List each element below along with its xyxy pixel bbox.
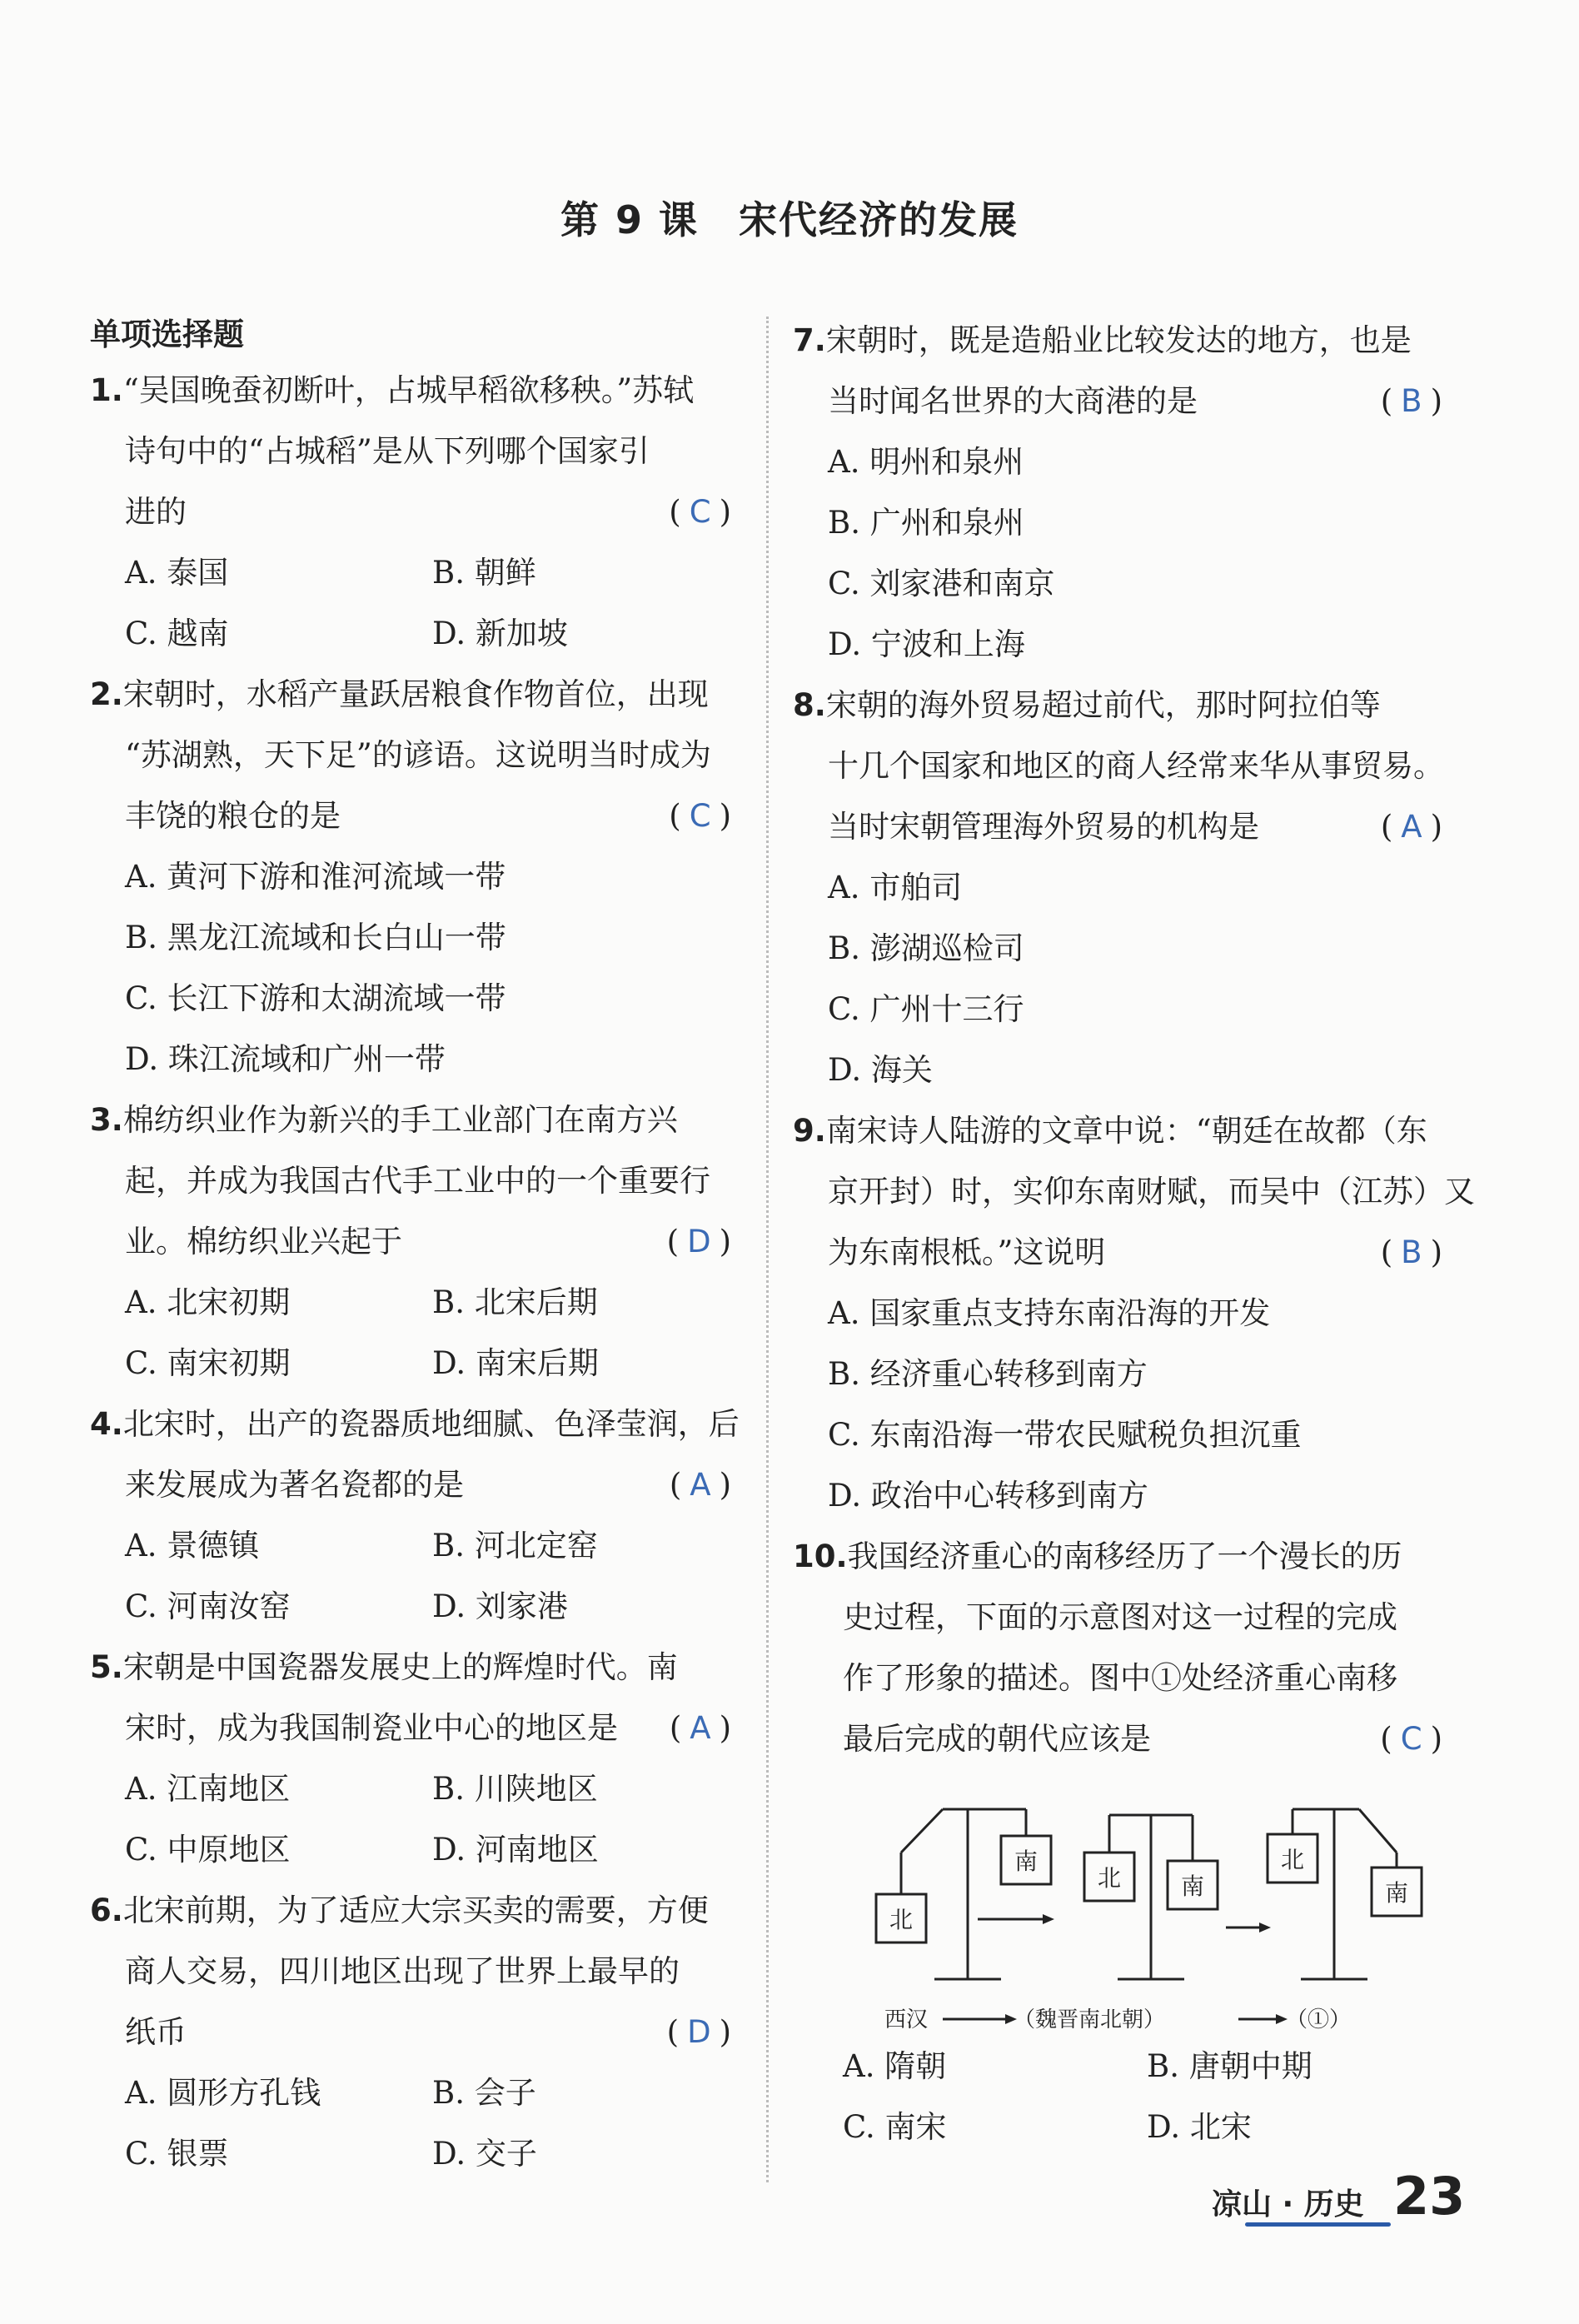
- question-9: [793, 1100, 1475, 1526]
- question-text: 棉纺织业作为新兴的手工业部门在南方兴: [122, 1102, 678, 1138]
- question-10: [793, 1526, 1451, 2157]
- question-number: 7.: [793, 322, 826, 358]
- option-c: C. 中原地区: [125, 1832, 291, 1868]
- question-number: 8.: [793, 687, 826, 723]
- footer-underline: [1245, 2222, 1391, 2227]
- option-d: D. 刘家港: [432, 1588, 568, 1624]
- option-a: A. 圆形方孔钱: [125, 2075, 321, 2111]
- question-text: 北宋前期，为了适应大宗买卖的需要，方便: [122, 1893, 709, 1928]
- option-b: B. 澎湖巡检司: [828, 930, 1024, 966]
- question-2: [90, 664, 740, 1090]
- question-number: 6.: [90, 1893, 123, 1928]
- question-number: 10.: [793, 1539, 848, 1574]
- answer-bracket: (C): [669, 494, 740, 530]
- footer-label: 凉山 · 历史: [1212, 2187, 1364, 2222]
- scale3-north: 北: [1280, 1846, 1305, 1873]
- option-c: C. 东南沿海一带农民赋税负担沉重: [828, 1417, 1302, 1453]
- answer-letter: C: [1400, 1721, 1431, 1757]
- scale3-south: 南: [1384, 1879, 1409, 1907]
- option-b: B. 川陕地区: [432, 1771, 598, 1807]
- question-6: [90, 1880, 740, 2184]
- option-b: B. 黑龙江流域和长白山一带: [125, 920, 506, 955]
- answer-letter: C: [689, 798, 720, 834]
- question-number: 2.: [90, 676, 123, 712]
- question-3: [90, 1090, 740, 1394]
- question-text: 宋朝时，既是造船业比较发达的地方，也是: [825, 322, 1412, 358]
- option-b: B. 经济重心转移到南方: [828, 1356, 1148, 1392]
- question-text: 宋时，成为我国制瓷业中心的地区是: [125, 1710, 618, 1746]
- answer-letter: B: [1401, 1234, 1431, 1270]
- answer-bracket: (B): [1380, 383, 1451, 419]
- question-number: 3.: [90, 1102, 123, 1138]
- question-text: 京开封）时，实仰东南财赋，而吴中（江苏）又: [828, 1174, 1475, 1209]
- answer-bracket: (B): [1380, 1234, 1451, 1270]
- answer-letter: D: [687, 2014, 720, 2050]
- option-c: C. 刘家港和南京: [828, 566, 1055, 601]
- question-text: 业。棉纺织业兴起于: [125, 1224, 402, 1259]
- option-c: C. 河南汝窑: [125, 1588, 291, 1624]
- question-text: 北宋时，出产的瓷器质地细腻、色泽莹润，后: [122, 1406, 740, 1442]
- answer-letter: A: [1401, 809, 1431, 845]
- option-b: B. 广州和泉州: [828, 505, 1024, 541]
- question-text: 为东南根柢。”这说明: [828, 1234, 1106, 1270]
- question-text: 史过程，下面的示意图对这一过程的完成: [843, 1599, 1397, 1635]
- answer-bracket: (A): [669, 1710, 740, 1746]
- option-d: D. 北宋: [1147, 2109, 1252, 2145]
- question-text: 我国经济重心的南移经历了一个漫长的历: [847, 1539, 1402, 1574]
- question-7: [793, 310, 1451, 675]
- lesson-title: 第 9 课 宋代经济的发展: [560, 197, 1019, 242]
- question-text: 诗句中的“占城稻”是从下列哪个国家引: [125, 433, 650, 469]
- column-divider: [766, 317, 769, 2182]
- question-text: 来发展成为著名瓷都的是: [125, 1467, 464, 1503]
- option-d: D. 海关: [828, 1052, 933, 1088]
- option-c: C. 广州十三行: [828, 991, 1024, 1027]
- option-a: A. 景德镇: [125, 1528, 260, 1563]
- section-heading: 单项选择题: [90, 317, 244, 352]
- question-text: 宋朝的海外贸易超过前代，那时阿拉伯等: [825, 687, 1381, 723]
- option-a: A. 隋朝: [843, 2048, 947, 2084]
- answer-bracket: (A): [669, 1467, 740, 1503]
- scale2-south: 南: [1180, 1873, 1205, 1900]
- diagram-svg: [793, 1786, 1451, 2036]
- answer-bracket: (A): [1380, 809, 1451, 845]
- question-text: 丰饶的粮仓的是: [125, 798, 341, 834]
- option-d: D. 宁波和上海: [828, 626, 1025, 662]
- page-number: 23: [1393, 2166, 1466, 2227]
- question-number: 5.: [90, 1649, 123, 1685]
- question-text: 最后完成的朝代应该是: [843, 1721, 1151, 1757]
- answer-bracket: (D): [666, 2014, 740, 2050]
- option-b: B. 北宋后期: [432, 1284, 598, 1320]
- period-western-han: 西汉: [884, 2007, 929, 2032]
- scale2-north: 北: [1097, 1864, 1122, 1892]
- option-a: A. 泰国: [125, 555, 229, 591]
- question-text: 进的: [125, 494, 187, 530]
- question-number: 9.: [793, 1113, 826, 1149]
- question-text: “苏湖熟，天下足”的谚语。这说明当时成为: [125, 737, 711, 773]
- left-column: [90, 310, 740, 2184]
- question-text: 当时宋朝管理海外贸易的机构是: [828, 809, 1259, 845]
- question-text: 作了形象的描述。图中①处经济重心南移: [843, 1660, 1397, 1696]
- scale1-north: 北: [889, 1906, 914, 1933]
- option-b: B. 朝鲜: [432, 555, 536, 591]
- option-c: C. 南宋初期: [125, 1345, 291, 1381]
- question-4: [90, 1394, 740, 1637]
- answer-letter: A: [690, 1710, 720, 1746]
- answer-bracket: (C): [669, 798, 740, 834]
- question-number: 1.: [90, 372, 123, 408]
- option-d: D. 政治中心转移到南方: [828, 1478, 1148, 1514]
- question-text: 商人交易，四川地区出现了世界上最早的: [125, 1953, 680, 1989]
- option-b: B. 河北定窑: [432, 1528, 598, 1563]
- answer-letter: B: [1401, 383, 1431, 419]
- question-text: 宋朝时，水稻产量跃居粮食作物首位，出现: [122, 676, 709, 712]
- question-text: “吴国晚蚕初断叶，占城早稻欲移秧。”苏轼: [122, 372, 695, 408]
- question-number: 4.: [90, 1406, 123, 1442]
- question-text: 十几个国家和地区的商人经常来华从事贸易。: [828, 748, 1444, 784]
- option-a: A. 黄河下游和淮河流域一带: [125, 859, 506, 895]
- option-c: C. 南宋: [843, 2109, 947, 2145]
- question-text: 南宋诗人陆游的文章中说：“朝廷在故都（东: [825, 1113, 1427, 1149]
- balance-scale-diagram: [793, 1786, 1451, 2036]
- option-b: B. 会子: [432, 2075, 536, 2111]
- question-text: 纸币: [125, 2014, 187, 2050]
- question-1: [90, 360, 740, 664]
- option-a: A. 江南地区: [125, 1771, 291, 1807]
- option-c: C. 长江下游和太湖流域一带: [125, 980, 506, 1016]
- option-b: B. 唐朝中期: [1147, 2048, 1313, 2084]
- right-column: [793, 310, 1475, 2157]
- question-text: 当时闻名世界的大商港的是: [828, 383, 1198, 419]
- option-a: A. 市舶司: [828, 870, 963, 905]
- option-d: D. 南宋后期: [432, 1345, 599, 1381]
- option-d: D. 河南地区: [432, 1832, 599, 1868]
- question-5: [90, 1637, 740, 1880]
- period-unknown: （①）: [1286, 2007, 1352, 2032]
- option-d: D. 新加坡: [432, 616, 568, 651]
- option-a: A. 明州和泉州: [828, 444, 1024, 480]
- option-c: C. 银票: [125, 2136, 229, 2172]
- answer-letter: D: [687, 1224, 720, 1259]
- option-a: A. 北宋初期: [125, 1284, 291, 1320]
- option-d: D. 交子: [432, 2136, 537, 2172]
- question-text: 起，并成为我国古代手工业中的一个重要行: [125, 1163, 710, 1199]
- answer-bracket: (D): [666, 1224, 740, 1259]
- answer-bracket: (C): [1380, 1721, 1451, 1757]
- period-wei-jin: （魏晋南北朝）: [1014, 2007, 1166, 2032]
- question-text: 宋朝是中国瓷器发展史上的辉煌时代。南: [122, 1649, 678, 1685]
- answer-letter: C: [689, 494, 720, 530]
- question-8: [793, 675, 1451, 1100]
- option-d: D. 珠江流域和广州一带: [125, 1041, 446, 1077]
- option-a: A. 国家重点支持东南沿海的开发: [828, 1295, 1271, 1331]
- scale1-south: 南: [1014, 1848, 1039, 1875]
- option-c: C. 越南: [125, 616, 229, 651]
- answer-letter: A: [690, 1467, 720, 1503]
